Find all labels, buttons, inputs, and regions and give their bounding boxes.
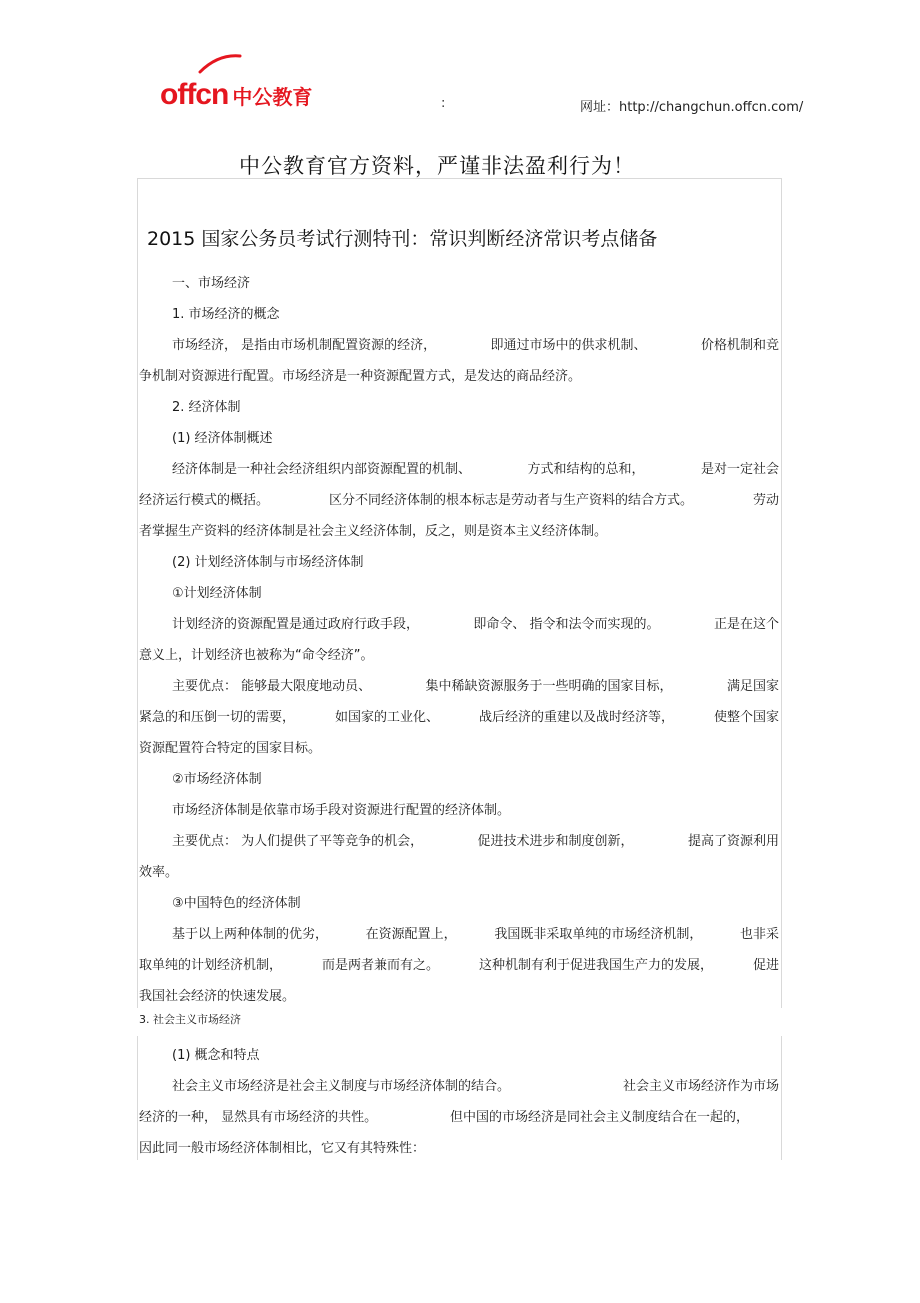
offcn-logo <box>160 66 312 110</box>
text-segment: 经济体制是一种社会经济组织内部资源配置的机制、 <box>172 462 472 477</box>
paragraph-line <box>139 702 779 733</box>
text-segment: 区分不同经济体制的根本标志是劳动者与生产资料的结合方式。 <box>328 493 693 508</box>
text-segment: 经济的一种， 显然具有市场经济的共性。 <box>139 1110 378 1125</box>
logo-chinese-name: 中公教育 <box>232 85 313 109</box>
paragraph-line <box>139 950 779 981</box>
website-url: 网址：http://changchun.offcn.com/ <box>580 100 804 115</box>
text-segment: 集中稀缺资源服务于一些明确的国家目标， <box>425 679 673 694</box>
text-segment: 促进 <box>752 958 779 973</box>
text-segment: 在资源配置上， <box>365 927 457 942</box>
frame-right-border-2 <box>781 1036 782 1160</box>
subsection-heading: ②市场经济体制 <box>172 772 262 787</box>
text-segment: 满足国家 <box>726 679 779 694</box>
slogan: 中公教育官方资料，严谨非法盈利行为！ <box>239 154 635 178</box>
text-segment: 计划经济的资源配置是通过政府行政手段， <box>172 617 420 632</box>
text-segment: 也非采 <box>739 927 779 942</box>
paragraph-line <box>139 826 779 857</box>
paragraph-line: 意义上，计划经济也被称为“命令经济”。 <box>139 648 374 663</box>
text-segment: 经济运行模式的概括。 <box>139 493 270 508</box>
paragraph-line: 效率。 <box>139 865 179 880</box>
text-segment: 主要优点： 能够最大限度地动员、 <box>172 679 372 694</box>
paragraph-line <box>139 919 779 950</box>
paragraph-line: 市场经济体制是依靠市场手段对资源进行配置的经济体制。 <box>172 803 511 818</box>
text-segment: 促进技术进步和制度创新， <box>477 834 634 849</box>
text-segment: 即命令、 指令和法令而实现的。 <box>473 617 660 632</box>
paragraph-line: 者掌握生产资料的经济体制是社会主义经济体制，反之，则是资本主义经济体制。 <box>139 524 608 539</box>
subsection-heading: 2. 经济体制 <box>172 400 241 415</box>
subsection-heading: ①计划经济体制 <box>172 586 262 601</box>
subsection-heading: (1) 经济体制概述 <box>172 431 273 446</box>
subsection-heading: 1. 市场经济的概念 <box>172 307 280 322</box>
text-segment: 取单纯的计划经济机制， <box>139 958 283 973</box>
subsection-heading: (1) 概念和特点 <box>172 1048 260 1063</box>
frame-left-border <box>137 178 138 1008</box>
paragraph-line <box>139 609 779 640</box>
subsection-heading: ③中国特色的经济体制 <box>172 896 301 911</box>
paragraph-line: 我国社会经济的快速发展。 <box>139 989 296 1004</box>
text-segment: 主要优点： 为人们提供了平等竞争的机会， <box>172 834 424 849</box>
text-segment: 社会主义市场经济作为市场 <box>622 1079 779 1094</box>
article-title: 2015 国家公务员考试行测特刊：常识判断经济常识考点储备 <box>147 228 658 250</box>
paragraph-line <box>139 454 779 485</box>
text-segment: 战后经济的重建以及战时经济等， <box>478 710 674 725</box>
section-heading: 一、市场经济 <box>172 276 251 291</box>
logo-swoosh-icon <box>198 52 242 74</box>
paragraph-line <box>139 1102 779 1133</box>
text-segment: 是对一定社会 <box>700 462 779 477</box>
text-segment: 劳动 <box>752 493 779 508</box>
text-segment: 如国家的工业化、 <box>334 710 439 725</box>
article-body <box>139 224 779 1012</box>
paragraph-line: 因此同一般市场经济体制相比，它又有其特殊性： <box>139 1141 426 1156</box>
logo-wordmark: offcn <box>160 78 229 111</box>
frame-left-border-2 <box>137 1036 138 1160</box>
text-segment: 提高了资源利用 <box>687 834 779 849</box>
text-segment: 正是在这个 <box>713 617 779 632</box>
text-segment: 市场经济， 是指由市场机制配置资源的经济， <box>172 338 437 353</box>
paragraph-line <box>139 671 779 702</box>
text-segment: 价格机制和竞 <box>700 338 779 353</box>
text-segment: 我国既非采取单纯的市场经济机制， <box>494 927 703 942</box>
text-segment: 紧急的和压倒一切的需要， <box>139 710 296 725</box>
paragraph-line <box>139 330 779 361</box>
text-segment: 使整个国家 <box>713 710 779 725</box>
text-segment: 而是两者兼而有之。 <box>321 958 439 973</box>
text-segment: 基于以上两种体制的优劣， <box>172 927 329 942</box>
article-body-continued <box>139 1040 779 1164</box>
text-segment: 社会主义市场经济是社会主义制度与市场经济体制的结合。 <box>172 1079 511 1094</box>
frame-right-border <box>781 178 782 1008</box>
text-segment: 即通过市场中的供求机制、 <box>490 338 647 353</box>
paragraph-line <box>139 1071 779 1102</box>
paragraph-line: 争机制对资源进行配置。市场经济是一种资源配置方式，是发达的商品经济。 <box>139 369 582 384</box>
subsection-heading: 3. 社会主义市场经济 <box>139 1013 241 1026</box>
text-segment: 方式和结构的总和， <box>527 462 645 477</box>
paragraph-line: 资源配置符合特定的国家目标。 <box>139 741 322 756</box>
paragraph-line <box>139 485 779 516</box>
subsection-heading: (2) 计划经济体制与市场经济体制 <box>172 555 364 570</box>
frame-top-border <box>137 178 782 179</box>
text-segment: 但中国的市场经济是同社会主义制度结合在一起的， <box>449 1110 749 1125</box>
text-segment: 这种机制有利于促进我国生产力的发展， <box>478 958 713 973</box>
header-colon: : <box>441 96 446 111</box>
